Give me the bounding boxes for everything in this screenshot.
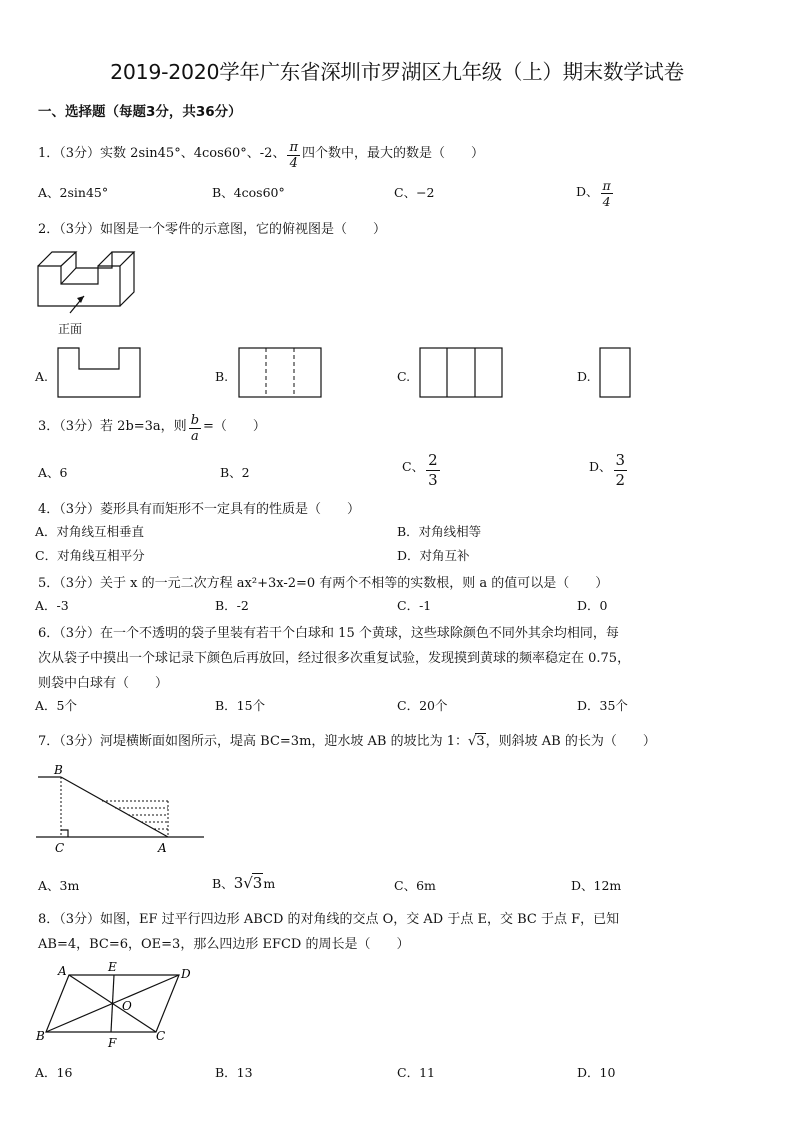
pi-over-4-fraction: [287, 140, 300, 171]
question-4-stem: 4．（3分）菱形具有而矩形不一定具有的性质是（ ）: [38, 502, 361, 517]
point-a-label: A: [58, 964, 67, 978]
point-b-label: B: [36, 1029, 45, 1043]
point-o-label: O: [122, 999, 132, 1013]
q2-option-a[interactable]: A.: [35, 369, 49, 384]
point-f-label: F: [108, 1036, 117, 1050]
parallelogram-figure: [36, 958, 201, 1048]
q2-option-c[interactable]: C.: [397, 369, 411, 384]
question-1-stem: 1．（3分）实数 2sin45°、4cos60°、-2、: [38, 146, 286, 161]
q6-option-c[interactable]: C．20个: [397, 698, 448, 713]
b-over-a-fraction: [189, 413, 201, 444]
point-e-label: E: [108, 960, 117, 974]
coefficient: 3: [233, 874, 244, 892]
q5-option-a[interactable]: A．-3: [35, 598, 69, 613]
sqrt-3: √3: [468, 734, 485, 749]
fraction-denominator: 4: [289, 156, 298, 171]
fraction-numerator: b: [190, 413, 200, 428]
q4-option-d[interactable]: D．对角互补: [397, 548, 470, 563]
question-6-line-1: 6．（3分）在一个不透明的袋子里装有若干个白球和 15 个黄球，这些球除颜色不同外其余均相同，每: [38, 626, 619, 641]
q5-option-b[interactable]: B．-2: [215, 598, 249, 613]
q2-option-a-figure[interactable]: [57, 347, 142, 399]
question-7: [38, 730, 656, 749]
q7-option-c[interactable]: C、6m: [394, 878, 436, 893]
embankment-figure: [36, 762, 206, 857]
fraction-numerator: 2: [428, 451, 438, 469]
q7-option-b[interactable]: [212, 873, 275, 892]
section-heading: 一、选择题（每题3分，共36分）: [38, 104, 242, 120]
q1-option-b[interactable]: B、4cos60°: [212, 185, 285, 200]
point-d-label: D: [181, 967, 191, 981]
q5-option-c[interactable]: C．-1: [397, 598, 432, 613]
q3-option-c[interactable]: [402, 451, 442, 490]
fraction-numerator: 3: [615, 451, 626, 469]
fraction-denominator: 2: [615, 471, 626, 489]
sqrt-radicand: 3: [252, 874, 263, 892]
three-halves-fraction: [614, 451, 628, 490]
q1-option-d[interactable]: [576, 178, 615, 209]
question-3-stem-end: =（ ）: [203, 419, 266, 434]
q4-option-b[interactable]: B．对角线相等: [397, 524, 482, 539]
q2-option-d-figure[interactable]: [599, 347, 633, 399]
point-c-label: C: [55, 841, 65, 855]
fraction-denominator: 4: [602, 194, 611, 209]
q8-option-a[interactable]: A．16: [35, 1065, 73, 1080]
q8-option-d[interactable]: D．10: [577, 1065, 616, 1080]
fraction-numerator: π: [602, 178, 611, 193]
question-7-stem-end: ，则斜坡 AB 的长为（ ）: [485, 734, 656, 749]
q3-option-d-label: D、: [589, 459, 612, 474]
unit: m: [263, 876, 276, 891]
q2-option-b[interactable]: B.: [215, 369, 229, 384]
q1-option-a[interactable]: A、2sin45°: [38, 185, 109, 200]
question-2-stem: 2．（3分）如图是一个零件的示意图，它的俯视图是（ ）: [38, 222, 387, 237]
sqrt-symbol: √3: [243, 874, 263, 892]
q4-option-c[interactable]: C．对角线互相平分: [35, 548, 145, 563]
part-3d-figure: [36, 240, 146, 340]
question-6-line-3: 则袋中白球有（ ）: [38, 676, 169, 691]
question-3-stem: 3．（3分）若 2b=3a，则: [38, 419, 187, 434]
pi-over-4-fraction: [601, 178, 613, 209]
question-3: [38, 413, 266, 444]
q8-option-c[interactable]: C．11: [397, 1065, 435, 1080]
q6-option-d[interactable]: D．35个: [577, 698, 628, 713]
q2-option-b-figure[interactable]: [238, 347, 323, 399]
q4-option-a[interactable]: A．对角线互相垂直: [35, 524, 145, 539]
q3-option-c-label: C、: [402, 459, 425, 474]
point-c-label: C: [156, 1029, 166, 1043]
question-6-line-2: 次从袋子中摸出一个球记录下颜色后再放回，经过很多次重复试验，发现摸到黄球的频率稳定在 0.75，: [38, 651, 631, 666]
front-label: 正面: [58, 322, 83, 336]
question-1-stem-end: 四个数中，最大的数是（ ）: [302, 146, 485, 161]
q2-option-d[interactable]: D.: [577, 369, 591, 384]
q8-option-b[interactable]: B．13: [215, 1065, 253, 1080]
q1-option-d-label: D、: [576, 184, 599, 199]
q7-option-b-label: B、: [212, 876, 234, 891]
q5-option-d[interactable]: D．0: [577, 598, 608, 613]
q1-option-c[interactable]: C、−2: [394, 185, 435, 200]
question-7-stem: 7．（3分）河堤横断面如图所示，堤高 BC=3m，迎水坡 AB 的坡比为 1：: [38, 734, 469, 749]
q7-option-a[interactable]: A、3m: [38, 878, 80, 893]
page-title: 2019-2020学年广东省深圳市罗湖区九年级（上）期末数学试卷: [110, 60, 684, 84]
point-a-label: A: [158, 841, 167, 855]
two-thirds-fraction: [426, 451, 440, 490]
q3-option-a[interactable]: A、6: [38, 465, 68, 480]
q6-option-b[interactable]: B．15个: [215, 698, 266, 713]
question-8-line-1: 8．（3分）如图，EF 过平行四边形 ABCD 的对角线的交点 O，交 AD 于点 E，交 BC 于点 F，已知: [38, 912, 620, 927]
point-b-label: B: [54, 763, 63, 777]
sqrt-radicand: 3: [476, 734, 485, 749]
q6-option-a[interactable]: A．5个: [35, 698, 77, 713]
q3-option-d[interactable]: [589, 451, 629, 490]
question-5-stem: 5．（3分）关于 x 的一元二次方程 ax²+3x-2=0 有两个不相等的实数根，则 a 的值可以是（ ）: [38, 576, 609, 591]
q2-option-c-figure[interactable]: [419, 347, 504, 399]
q3-option-b[interactable]: B、2: [220, 465, 250, 480]
fraction-denominator: a: [190, 429, 199, 444]
q7-option-d[interactable]: D、12m: [571, 878, 622, 893]
fraction-denominator: 3: [428, 471, 438, 489]
question-8-line-2: AB=4，BC=6，OE=3，那么四边形 EFCD 的周长是（ ）: [38, 937, 410, 952]
question-1: [38, 140, 484, 171]
fraction-numerator: π: [289, 140, 298, 155]
